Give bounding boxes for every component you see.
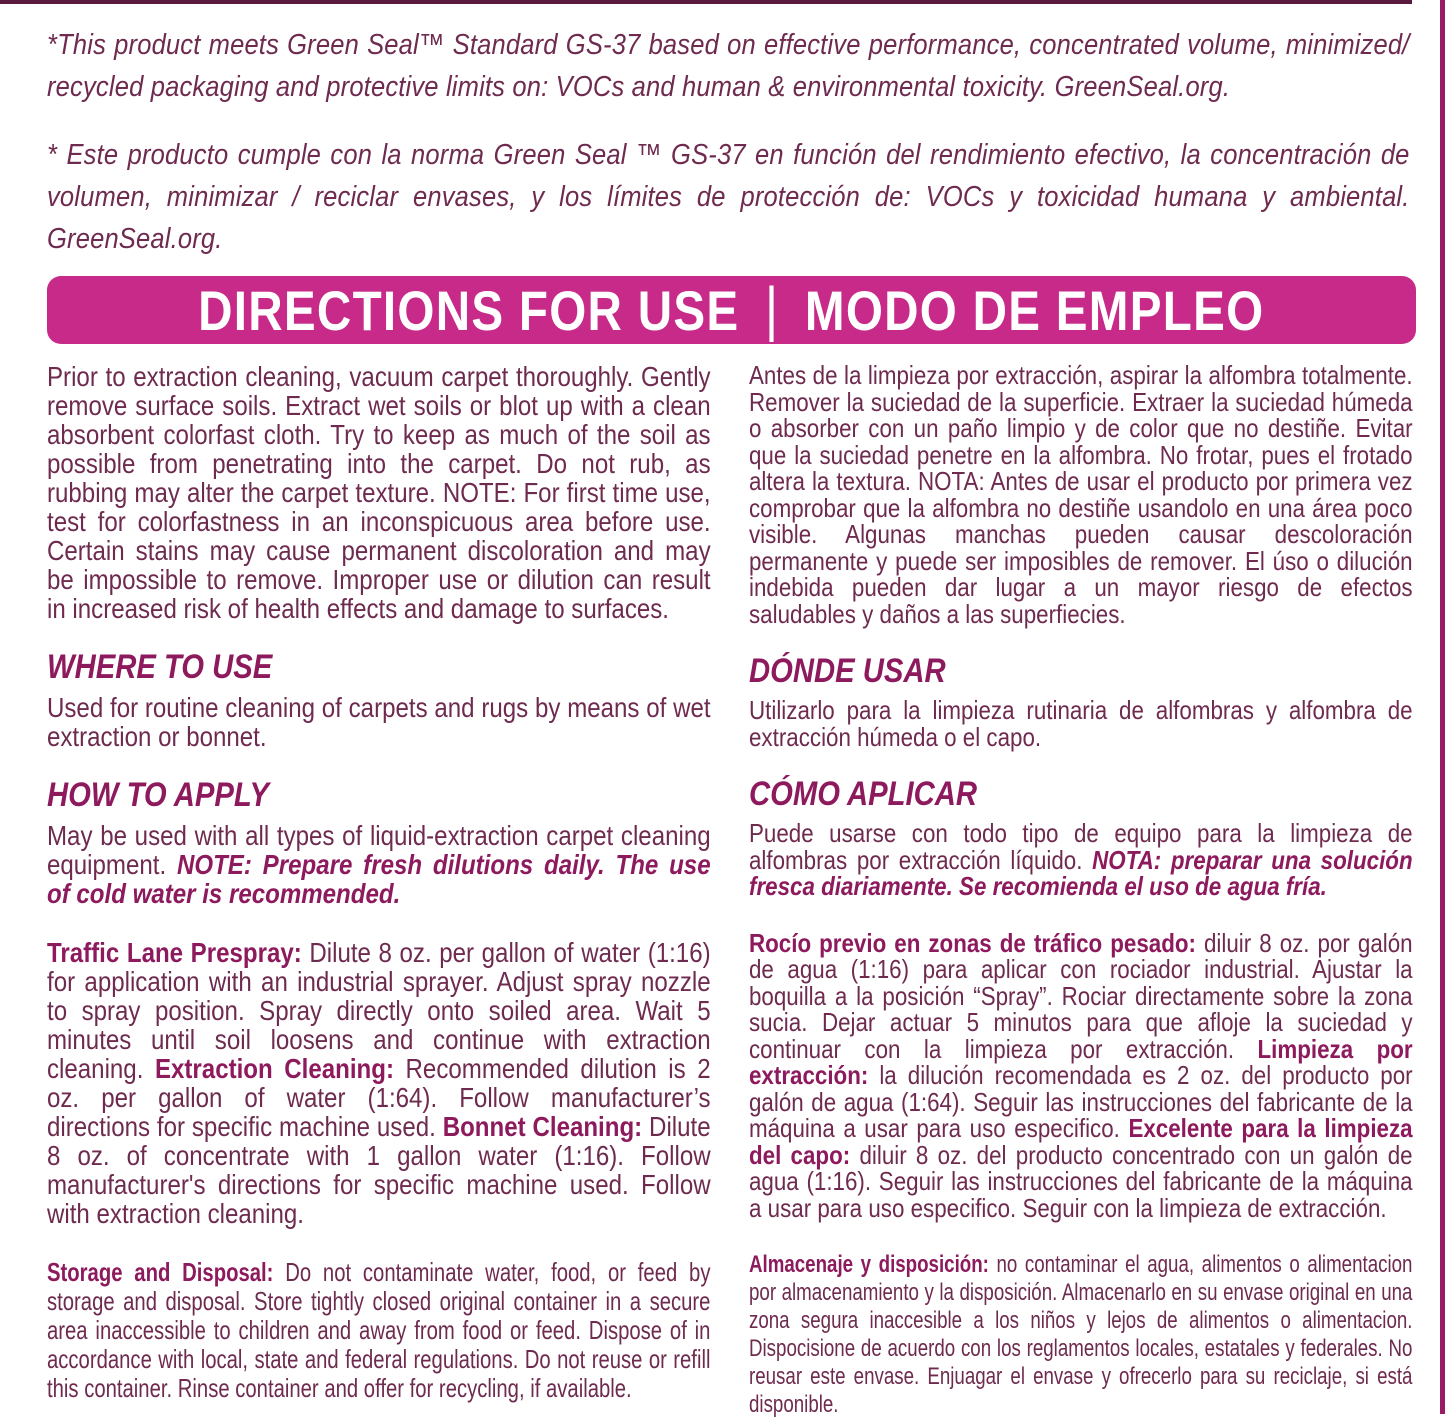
how-to-apply-heading: HOW TO APPLY	[47, 776, 270, 814]
como-aplicar-body: Puede usarse con todo tipo de equipo para la limpieza de alfombras por extracción líquido. NOTA: preparar una solución fresca diariamente. Se recomienda el uso de agua fría.	[748, 818, 1413, 901]
donde-usar-heading: DÓNDE USAR	[748, 652, 946, 690]
intro-paragraph-en: Prior to extraction cleaning, vacuum carpet thoroughly. Gently remove surface soils. Extract wet soils or blot up with a clean absorbent colorfast cloth. Try to keep as much of the soil as possible from penetrating into the carpet. Do not rub, as rubbing may alter the carpet texture. NOTE: For first time use, test for colorfastness in an inconspicuous area before use. Certain stains may cause permanent discoloration and may be impossible to remove. Improper use or dilution can result in increased risk of health effects and damage to surfaces.	[47, 361, 711, 624]
storage-disposal-paragraph-es: Almacenaje y disposición: no contaminar el agua, alimentos o alimentacion por almacenamiento y la disposición. Almacenarlo en su envase original en una zona segura inaccesible a los niños y lejos de alimentos o alimentacion. Dispocisione de acuerdo con los reglamentos locales, estatales y federales. No reusar este envase. Enjuagar el envase y ofrecerlo para su reciclaje, si está disponible.	[748, 1251, 1412, 1418]
application-paragraph-es: Rocío previo en zonas de tráfico pesado: diluir 8 oz. por galón de agua (1:16) para aplicar con rociador industrial. Ajustar la boquilla a la posición “Spray”. Rociar directamente sobre la zona sucia. Dejar actuar 5 minutos para que afloje la suciedad y continuar con la limpieza por extracción. Limpieza por extracción: la dilución recomendada es 2 oz. del producto por galón de agua (1:64). Seguir las instrucciones del fabricante de la máquina a usar para uso especifico. Excelente para la limpieza del capo: diluir 8 oz. del producto concentrado con un galón de agua (1:16). Seguir las instrucciones del fabricante de la máquina a usar para uso especifico. Seguir con la limpieza de extracción.	[748, 927, 1413, 1223]
banner-divider: |	[765, 274, 780, 342]
donde-usar-body: Utilizarlo para la limpieza rutinaria de alfombras y alfombra de extracción húmeda o el capo.	[748, 695, 1413, 752]
banner-title	[198, 276, 1264, 345]
intro-paragraph-es: Antes de la limpieza por extracción, aspirar la alfombra totalmente. Remover la suciedad de la superficie. Extraer la suciedad húmeda o absorber con un paño limpio y de color que no destiñe. Evitar que la suciedad penetre en la alfombra. No frotar, pues el frotado altera la textura. NOTA: Antes de usar el producto por primera vez comprobar que la alfombra no destiñe usandolo en una área poco visible. Algunas manchas pueden causar descoloración permanente y puede ser imposibles de remover. El úso o dilución indebida pueden dar lugar a un mayor riesgo de efectos saludables y daños a las superfiecies.	[748, 360, 1413, 629]
where-to-use-body: Used for routine cleaning of carpets and rugs by means of wet extraction or bonnet.	[47, 692, 711, 752]
column-english	[47, 362, 711, 1419]
storage-disposal-paragraph-en: Storage and Disposal: Do not contaminate water, food, or feed by storage and disposal. Store tightly closed original container in a secure area inaccessible to children and away from food or feed. Dispose of in accordance with local, state and federal regulations. Do not reuse or refill this container. Rinse container and offer for recycling, if available.	[47, 1257, 711, 1403]
green-seal-note-en: *This product meets Green Seal™ Standard GS-37 based on effective performance, concentrated volume, minimized/ recycled packaging and protective limits on: VOCs and human & environmental toxicity. GreenSeal.org.	[47, 29, 1410, 103]
directions-columns	[47, 362, 1412, 1419]
green-seal-note-es: * Este producto cumple con la norma Green Seal ™ GS-37 en función del rendimiento efectivo, la concentración de volumen, minimizar / reciclar envases, y los límites de protección de: VOCs y toxicidad humana y ambiental. GreenSeal.org.	[47, 139, 1410, 255]
directions-banner	[47, 276, 1416, 344]
label-edge-stripe	[1440, 0, 1445, 1414]
top-rule	[0, 0, 1412, 4]
where-to-use-heading: WHERE TO USE	[47, 648, 273, 686]
banner-title-es: MODO DE EMPLEO	[805, 278, 1265, 342]
banner-title-en: DIRECTIONS FOR USE	[198, 278, 740, 342]
how-to-apply-body: May be used with all types of liquid-extraction carpet cleaning equipment. NOTE: Prepare fresh dilutions daily. The use of cold water is recommended.	[47, 820, 711, 909]
como-aplicar-heading: CÓMO APLICAR	[748, 775, 977, 813]
column-spanish	[749, 362, 1413, 1419]
application-paragraph-en: Traffic Lane Prespray: Dilute 8 oz. per gallon of water (1:16) for application with an industrial sprayer. Adjust spray nozzle to spray position. Spray directly onto soiled area. Wait 5 minutes until soil loosens and continue with extraction cleaning. Extraction Cleaning: Recommended dilution is 2 oz. per gallon of water (1:64). Follow manufacturer’s directions for specific machine used. Bonnet Cleaning: Dilute 8 oz. of concentrate with 1 gallon water (1:16). Follow manufacturer's directions for specific machine used. Follow with extraction cleaning.	[47, 937, 711, 1229]
